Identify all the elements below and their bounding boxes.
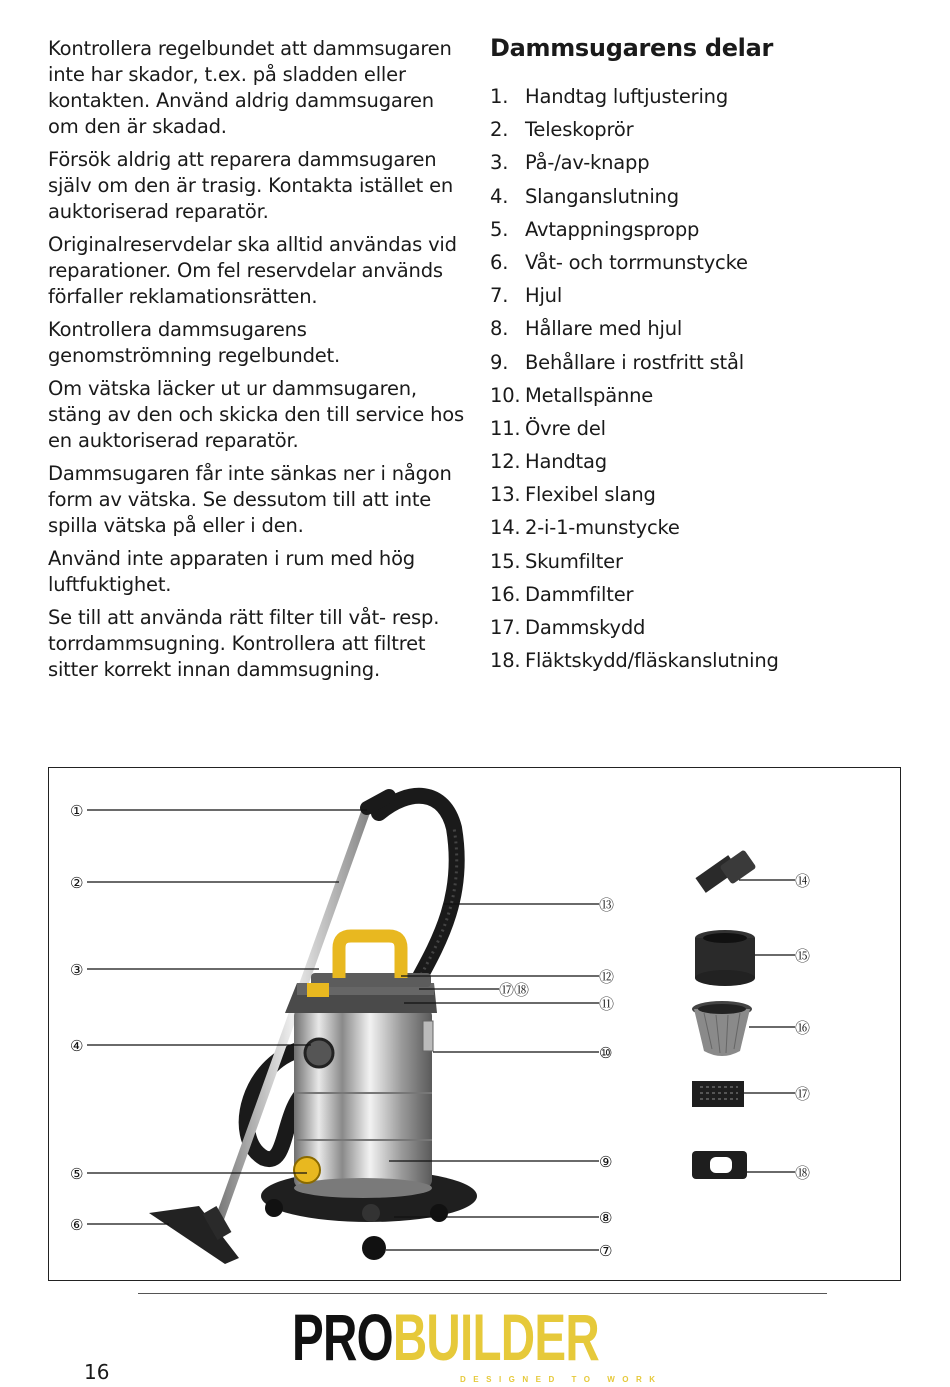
fan-guard-illustration: [692, 1151, 747, 1179]
list-item: 12. Handtag: [490, 450, 607, 474]
parts-section: [490, 34, 920, 677]
list-item: 3. På-/av-knapp: [490, 151, 650, 175]
safety-paragraph: Dammsugaren får inte sänkas ner i någon form av vätska. Se dessutom till att inte spilla vätska på eller i den.: [48, 462, 452, 537]
vacuum-cleaner-illustration: [149, 796, 477, 1264]
callout-6: ⑥: [70, 1216, 84, 1234]
footer-divider: [138, 1293, 827, 1294]
list-item: 10. Metallspänne: [490, 383, 654, 407]
safety-paragraph: Kontrollera regelbundet att dammsugaren inte har skador, t.ex. på sladden eller kontakten. Använd aldrig dammsugaren om den är skadad.: [48, 37, 452, 138]
handle: [339, 936, 401, 978]
brand-logo: [292, 1300, 662, 1386]
list-item: 14. 2-i-1-munstycke: [490, 516, 680, 540]
list-item: 7. Hjul: [490, 284, 563, 308]
hose-connection: [305, 1039, 333, 1067]
dust-guard-illustration: [692, 1081, 744, 1107]
list-item: 5. Avtappningspropp: [490, 217, 700, 241]
callout-7: ⑦: [599, 1242, 613, 1260]
list-item: 1. Handtag luftjustering: [490, 85, 729, 108]
foam-filter-illustration: [695, 930, 755, 986]
list-item: 9. Behållare i rostfritt stål: [490, 350, 744, 374]
safety-paragraph: Använd inte apparaten i rum med hög luftfuktighet.: [48, 547, 415, 596]
callout-10: ⑩: [599, 1044, 613, 1062]
callout-14: ⑭: [795, 872, 811, 890]
callout-16: ⑯: [795, 1019, 811, 1037]
vacuum-diagram: [48, 767, 901, 1281]
callout-18: ⑱: [795, 1164, 811, 1182]
page-number: 16: [84, 1360, 110, 1384]
callout-3: ③: [70, 961, 84, 979]
safety-paragraph: Se till att använda rätt filter till våt- resp. torrdammsugning. Kontrollera att filtret sitter korrekt innan dammsugning.: [48, 606, 440, 681]
list-item: 4. Slanganslutning: [490, 184, 679, 208]
list-item: 11. Övre del: [490, 416, 606, 440]
callout-8: ⑧: [599, 1209, 613, 1227]
list-item: 18. Fläktskydd/fläskanslutning: [490, 649, 779, 673]
safety-paragraph: Kontrollera dammsugarens genomströmning regelbundet.: [48, 318, 340, 367]
list-item: 13. Flexibel slang: [490, 483, 656, 507]
safety-text: [48, 36, 468, 690]
logo-pro: PRO: [292, 1300, 393, 1374]
callout-1: ①: [70, 802, 84, 820]
safety-paragraph: Om vätska läcker ut ur dammsugaren, stäng av den och skicka den till service hos en auktoriserad reparatör.: [48, 377, 464, 452]
callout-15: ⑮: [795, 947, 811, 965]
list-item: 17. Dammskydd: [490, 616, 646, 639]
callout-13: ⑬: [599, 896, 615, 914]
callout-9: ⑨: [599, 1153, 613, 1171]
parts-heading: Dammsugarens delar: [490, 34, 774, 62]
list-item: 2. Teleskoprör: [490, 118, 634, 142]
metal-clip: [423, 1021, 433, 1051]
logo-tagline: DESIGNED TO WORK: [460, 1375, 663, 1384]
parts-list: [490, 80, 920, 677]
safety-paragraph: Försök aldrig att reparera dammsugaren själv om den är trasig. Kontakta istället en auktoriserad reparatör.: [48, 148, 454, 223]
callout-17-18: ⑰⑱: [499, 981, 530, 999]
dust-filter-illustration: [692, 1001, 752, 1056]
wheel: [362, 1236, 386, 1260]
logo-builder: BUILDER: [392, 1300, 599, 1374]
list-item: 8. Hållare med hjul: [490, 317, 683, 341]
safety-paragraph: Originalreservdelar ska alltid användas vid reparationer. Om fel reservdelar används förfaller reklamationsrätten.: [48, 233, 457, 308]
list-item: 16. Dammfilter: [490, 582, 634, 606]
callout-2: ②: [70, 874, 84, 892]
callout-17: ⑰: [795, 1085, 811, 1103]
callout-5: ⑤: [70, 1165, 84, 1183]
drain-plug: [294, 1157, 320, 1183]
list-item: 6. Våt- och torrmunstycke: [490, 250, 748, 274]
list-item: 15. Skumfilter: [490, 549, 623, 573]
nozzle-2in1-illustration: [695, 849, 756, 892]
callout-12: ⑫: [599, 968, 615, 986]
callout-4: ④: [70, 1037, 84, 1055]
callout-11: ⑪: [599, 995, 615, 1013]
